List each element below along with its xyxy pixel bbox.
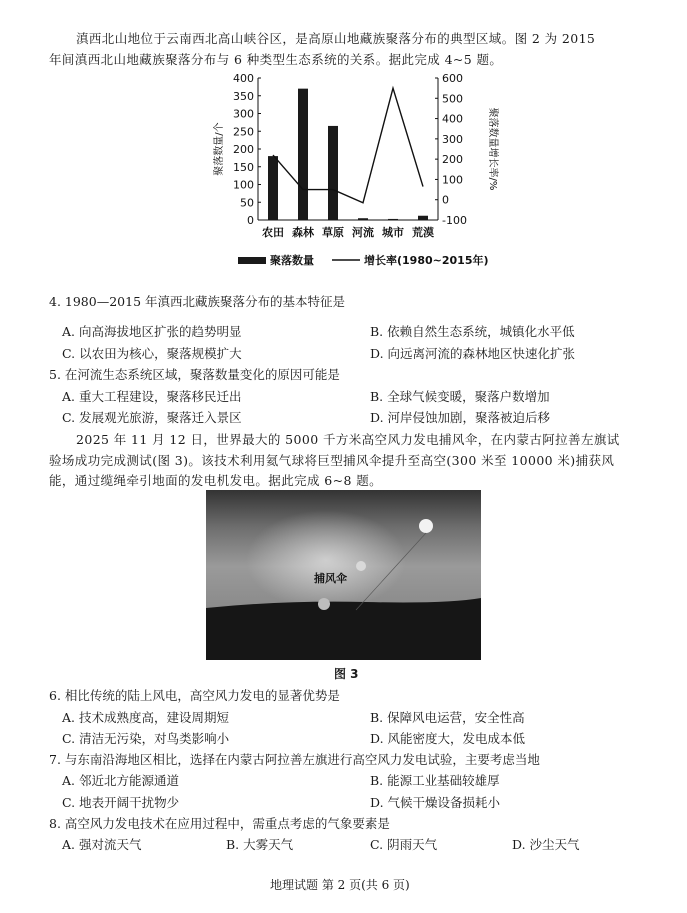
wind-kite-photo bbox=[206, 490, 481, 660]
bar-河流 bbox=[358, 218, 368, 220]
growth-line bbox=[273, 88, 423, 203]
intro2-line-3: 能，通过缆绳牵引地面的发电机发电。据此完成 6~8 题。 bbox=[49, 473, 383, 488]
figure3-caption: 图 3 bbox=[334, 667, 359, 681]
q6-option-b[interactable]: B. 保障风电运营，安全性高 bbox=[370, 710, 525, 725]
category-label: 草原 bbox=[322, 226, 344, 239]
q4-option-d[interactable]: D. 向远离河流的森林地区快速化扩张 bbox=[370, 346, 576, 361]
category-label: 河流 bbox=[352, 226, 374, 239]
intro-line-1: 滇西北山地位于云南西北高山峡谷区，是高原山地藏族聚落分布的典型区域。图 2 为 2015 bbox=[76, 31, 596, 46]
bar-森林 bbox=[298, 89, 308, 220]
bar-荒漠 bbox=[418, 216, 428, 220]
right-tick-label: 0 bbox=[442, 193, 449, 207]
q4-option-b[interactable]: B. 依赖自然生态系统，城镇化水平低 bbox=[370, 324, 575, 339]
q6-option-d[interactable]: D. 风能密度大，发电成本低 bbox=[370, 731, 526, 746]
legend-bar-label: 聚落数量 bbox=[270, 254, 314, 267]
q8-option-a[interactable]: A. 强对流天气 bbox=[62, 837, 142, 852]
bar-城市 bbox=[388, 219, 398, 220]
right-tick-label: 400 bbox=[442, 112, 463, 126]
q8-stem: 8. 高空风力发电技术在应用过程中，需重点考虑的气象要素是 bbox=[49, 816, 390, 831]
left-tick-label: 150 bbox=[233, 160, 254, 174]
category-label: 荒漠 bbox=[412, 226, 434, 239]
q5-option-c[interactable]: C. 发展观光旅游，聚落迁入景区 bbox=[62, 410, 242, 425]
bar-农田 bbox=[268, 156, 278, 220]
q6-stem: 6. 相比传统的陆上风电，高空风力发电的显著优势是 bbox=[49, 688, 340, 703]
settlement-chart bbox=[210, 68, 500, 278]
category-label: 城市 bbox=[382, 226, 404, 239]
q7-option-c[interactable]: C. 地表开阔干扰物少 bbox=[62, 795, 180, 810]
legend-bar-swatch bbox=[238, 257, 266, 264]
q8-option-d[interactable]: D. 沙尘天气 bbox=[512, 837, 580, 852]
left-tick-label: 350 bbox=[233, 89, 254, 103]
right-tick-label: -100 bbox=[442, 214, 467, 227]
q8-option-b[interactable]: B. 大雾天气 bbox=[226, 837, 294, 852]
left-axis-title: 聚落数量/个 bbox=[214, 122, 225, 176]
left-tick-label: 300 bbox=[233, 107, 254, 121]
q5-option-a[interactable]: A. 重大工程建设，聚落移民迁出 bbox=[62, 389, 242, 404]
q4-stem: 4. 1980—2015 年滇西北藏族聚落分布的基本特征是 bbox=[49, 294, 345, 309]
right-tick-label: 600 bbox=[442, 72, 463, 85]
right-axis-title: 聚落数量增长率/% bbox=[487, 107, 498, 191]
q8-option-c[interactable]: C. 阴雨天气 bbox=[370, 837, 438, 852]
chart-layer bbox=[212, 72, 500, 267]
q5-option-d[interactable]: D. 河岸侵蚀加剧，聚落被迫后移 bbox=[370, 410, 551, 425]
q6-option-a[interactable]: A. 技术成熟度高，建设周期短 bbox=[62, 710, 229, 725]
category-label: 农田 bbox=[262, 226, 284, 239]
q4-option-a[interactable]: A. 向高海拔地区扩张的趋势明显 bbox=[62, 324, 242, 339]
q4-option-c[interactable]: C. 以农田为核心，聚落规模扩大 bbox=[62, 346, 242, 361]
intro2-line-1: 2025 年 11 月 12 日，世界最大的 5000 千方米高空风力发电捕风伞，在内蒙古阿拉善左旗试 bbox=[76, 432, 620, 447]
kite-label: 捕风伞 bbox=[314, 572, 347, 585]
q7-option-b[interactable]: B. 能源工业基础较雄厚 bbox=[370, 773, 500, 788]
intro2-line-2: 验场成功完成测试(图 3)。该技术利用氦气球将巨型捕风伞提升至高空(300 米至 10000 米)捕获风 bbox=[49, 453, 615, 468]
left-tick-label: 50 bbox=[240, 196, 254, 210]
right-tick-label: 100 bbox=[442, 173, 463, 187]
right-tick-label: 300 bbox=[442, 132, 463, 146]
left-tick-label: 200 bbox=[233, 143, 254, 156]
page-footer: 地理试题 第 2 页(共 6 页) bbox=[270, 878, 410, 892]
chart-svg bbox=[210, 68, 500, 278]
q5-option-b[interactable]: B. 全球气候变暖，聚落户数增加 bbox=[370, 389, 550, 404]
right-tick-label: 200 bbox=[442, 153, 463, 167]
q7-option-a[interactable]: A. 邻近北方能源通道 bbox=[62, 773, 179, 788]
legend-line-label: 增长率(1980~2015年) bbox=[364, 254, 489, 267]
q5-stem: 5. 在河流生态系统区域，聚落数量变化的原因可能是 bbox=[49, 367, 340, 382]
left-tick-label: 0 bbox=[247, 214, 254, 227]
intro-line-2: 年间滇西北山地藏族聚落分布与 6 种类型生态系统的关系。据此完成 4~5 题。 bbox=[49, 52, 503, 67]
left-tick-label: 400 bbox=[233, 72, 254, 85]
left-tick-label: 250 bbox=[233, 125, 254, 139]
category-label: 森林 bbox=[292, 226, 314, 239]
q7-option-d[interactable]: D. 气候干燥设备损耗小 bbox=[370, 795, 501, 810]
q7-stem: 7. 与东南沿海地区相比，选择在内蒙古阿拉善左旗进行高空风力发电试验，主要考虑当地 bbox=[49, 752, 540, 767]
right-tick-label: 500 bbox=[442, 92, 463, 106]
bar-草原 bbox=[328, 126, 338, 220]
left-tick-label: 100 bbox=[233, 178, 254, 192]
q6-option-c[interactable]: C. 清洁无污染，对鸟类影响小 bbox=[62, 731, 230, 746]
